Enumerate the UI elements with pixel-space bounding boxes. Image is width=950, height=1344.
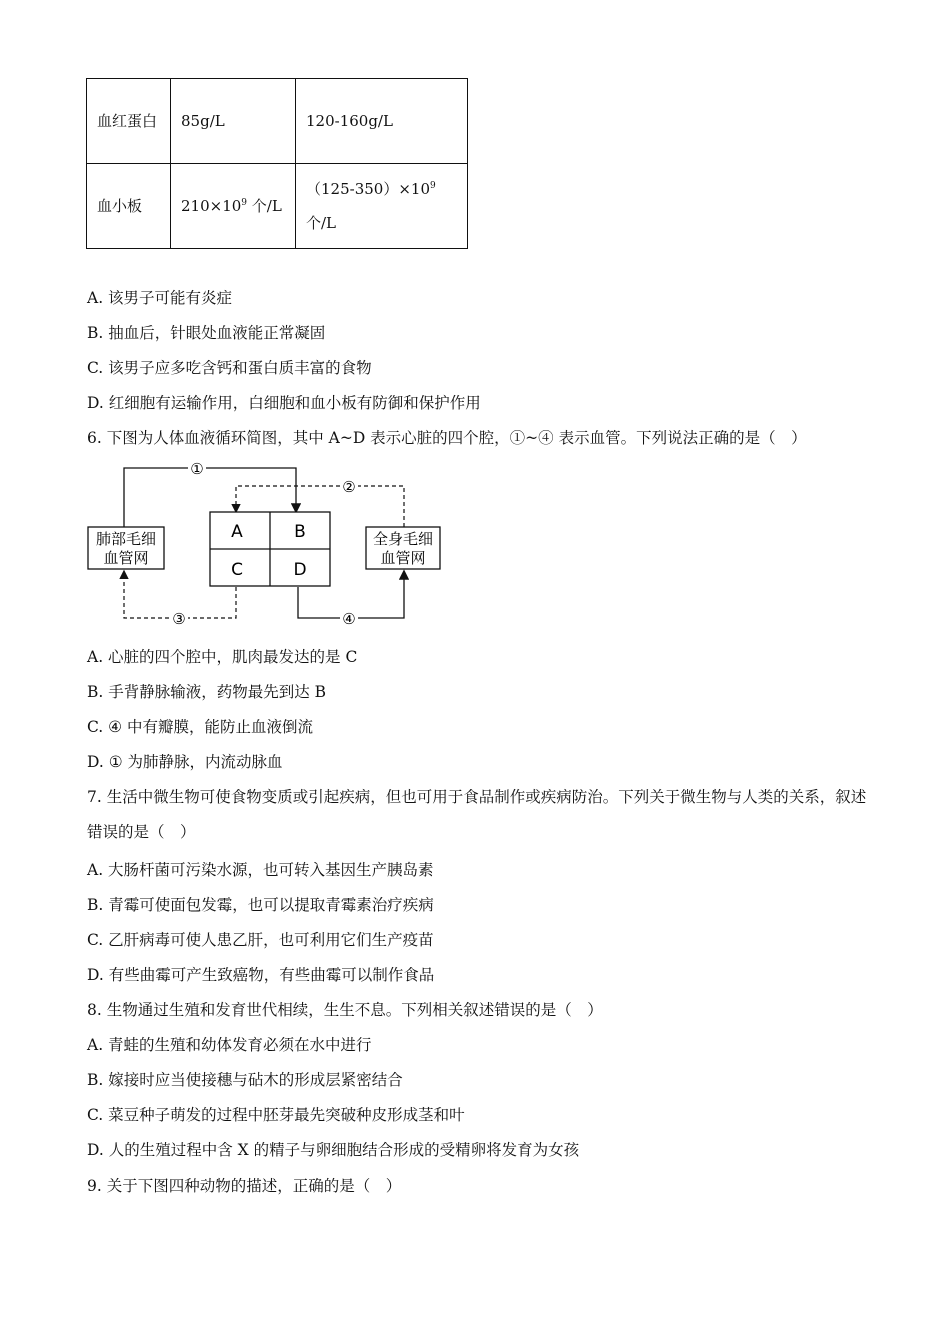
q7-option-b: B. 青霉可使面包发霉，也可以提取青霉素治疗疾病 [87,896,434,914]
circulation-diagram [84,455,444,630]
q9-stem: 9. 关于下图四种动物的描述，正确的是（ ） [87,1177,402,1195]
q5-option-c: C. 该男子应多吃含钙和蛋白质丰富的食物 [87,359,372,377]
vessel-4-label: ④ [342,610,356,628]
cell-text: 210×10 [181,197,242,215]
blood-test-table [86,78,468,249]
q6-stem: 6. 下图为人体血液循环简图，其中 A~D 表示心脏的四个腔，①~④ 表示血管。下列说法正确的是（ ） [87,429,807,447]
chamber-d-label: D [293,560,307,580]
cell-unit: 个/L [306,214,337,232]
table-cell-reference [296,79,468,164]
q5-option-d: D. 红细胞有运输作用，白细胞和血小板有防御和保护作用 [87,394,481,412]
cell-text: 120-160g/L [306,112,393,130]
lung-label-line2: 血管网 [103,549,149,567]
lung-label-line1: 肺部毛细 [95,530,157,548]
cell-text: 血小板 [97,197,143,215]
table-cell-name [87,79,171,164]
q8-option-c: C. 菜豆种子萌发的过程中胚芽最先突破种皮形成茎和叶 [87,1106,465,1124]
table-row [87,164,468,249]
q8-option-b: B. 嫁接时应当使接穗与砧木的形成层紧密结合 [87,1071,403,1089]
q8-stem: 8. 生物通过生殖和发育世代相续，生生不息。下列相关叙述错误的是（ ） [87,1001,603,1019]
body-label-line2: 血管网 [380,549,426,567]
cell-text: 85g/L [181,112,225,130]
cell-unit: 个/L [247,197,282,215]
q8-option-d: D. 人的生殖过程中含 X 的精子与卵细胞结合形成的受精卵将发育为女孩 [87,1141,580,1159]
q7-option-d: D. 有些曲霉可产生致癌物，有些曲霉可以制作食品 [87,966,435,984]
chamber-b-label: B [294,522,306,542]
vessel-3-label: ③ [172,610,186,628]
q6-option-b: B. 手背静脉输液，药物最先到达 B [87,683,327,701]
chamber-c-label: C [231,560,243,580]
vessel-2-label: ② [342,478,356,496]
q7-option-a: A. 大肠杆菌可污染水源，也可转入基因生产胰岛素 [87,861,434,879]
q6-option-d: D. ① 为肺静脉，内流动脉血 [87,753,283,771]
exponent: 9 [241,198,248,208]
table-cell-name [87,164,171,249]
vessel-1-label: ① [190,460,204,478]
table-cell-reference [296,164,468,249]
chamber-a-label: A [231,522,243,542]
cell-text: 血红蛋白 [97,112,158,130]
table-cell-measured [171,164,296,249]
q8-option-a: A. 青蛙的生殖和幼体发育必须在水中进行 [87,1036,372,1054]
q7-stem: 7. 生活中微生物可使食物变质或引起疾病，但也可用于食品制作或疾病防治。下列关于微生物与人类的关系，叙述错误的是（ ） [87,788,867,841]
q6-option-c: C. ④ 中有瓣膜，能防止血液倒流 [87,718,313,736]
q5-option-b: B. 抽血后，针眼处血液能正常凝固 [87,324,326,342]
q5-option-a: A. 该男子可能有炎症 [87,289,233,307]
exponent: 9 [430,181,436,191]
table-cell-measured [171,79,296,164]
q6-option-a: A. 心脏的四个腔中，肌肉最发达的是 C [87,648,358,666]
q7-option-c: C. 乙肝病毒可使人患乙肝，也可利用它们生产疫苗 [87,931,434,949]
table-row [87,79,468,164]
body-label-line1: 全身毛细 [372,530,434,548]
cell-text: （125-350）×10 [306,180,430,198]
